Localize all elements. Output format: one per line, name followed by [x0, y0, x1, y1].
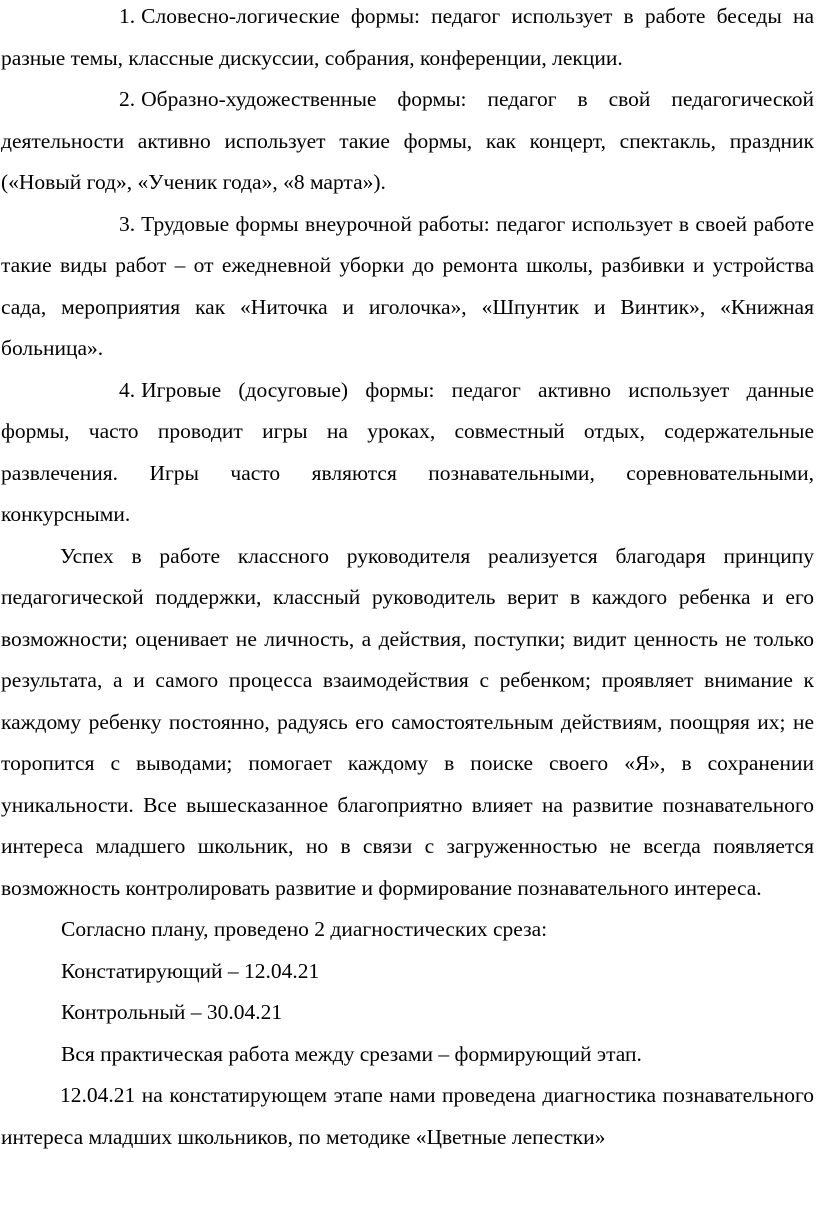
list-item-number: 3.: [119, 211, 136, 236]
line-plan: Согласно плану, проведено 2 диагностических среза:: [61, 917, 548, 941]
line-control-stage: Контрольный – 30.04.21: [61, 1000, 283, 1024]
list-item-number: 2.: [119, 87, 136, 111]
list-item-text: Образно-художественные формы: педагог в свой педагогической деятельности активно использует такие формы, как концерт, спектакль, праздник («Новый год», «Ученик года», «8 марта»).: [1, 87, 814, 194]
list-item-4: [1, 370, 814, 536]
list-item-1: [1, 0, 814, 79]
list-item-text: Игровые (досуговые) формы: педагог активно использует данные формы, часто проводит игры на уроках, совместный отдых, содержательные развлечения. Игры часто являются познавательными, соревновательными, конкурсными.: [1, 377, 814, 526]
list-item-number: 4.: [119, 377, 136, 402]
paragraph-diagnostics: 12.04.21 на констатирующем этапе нами проведена диагностика познавательного интереса младших школьников, по методике «Цветные лепестки»: [1, 1083, 814, 1149]
list-item-3: [1, 204, 814, 370]
line-stating-stage: Констатирующий – 12.04.21: [61, 958, 320, 983]
list-item-2: [1, 79, 814, 204]
list-item-number: 1.: [119, 4, 136, 28]
paragraph-success: Успех в работе классного руководителя реализуется благодаря принципу педагогической поддержки, классный руководитель верит в каждого ребенка и его возможности; оценивает не личность, а действия, поступки; видит ценность не только результата, а и самого процесса взаимодействия с ребенком; проявляет внимание к каждому ребенку постоянно, радуясь его самостоятельным действиям, поощряя их; не торопится с выводами; помогает каждому в поиске своего «Я», в сохранении уникальности. Все вышесказанное благоприятно влияет на развитие познавательного интереса младшего школьник, но в связи с загруженностью не всегда появляется возможность контролировать развитие и формирование познавательного интереса.: [1, 543, 814, 900]
line-forming-stage: Вся практическая работа между срезами – формирующий этап.: [61, 1041, 642, 1066]
list-item-text: Трудовые формы внеурочной работы: педагог использует в своей работе такие виды работ – от ежедневной уборки до ремонта школы, разбивки и устройства сада, мероприятия как «Ниточка и иголочка», «Шпунтик и Винтик», «Книжная больница».: [1, 211, 814, 360]
list-item-text: Словесно-логические формы: педагог использует в работе беседы на разные темы, классные дискуссии, собрания, конференции, лекции.: [1, 4, 814, 70]
